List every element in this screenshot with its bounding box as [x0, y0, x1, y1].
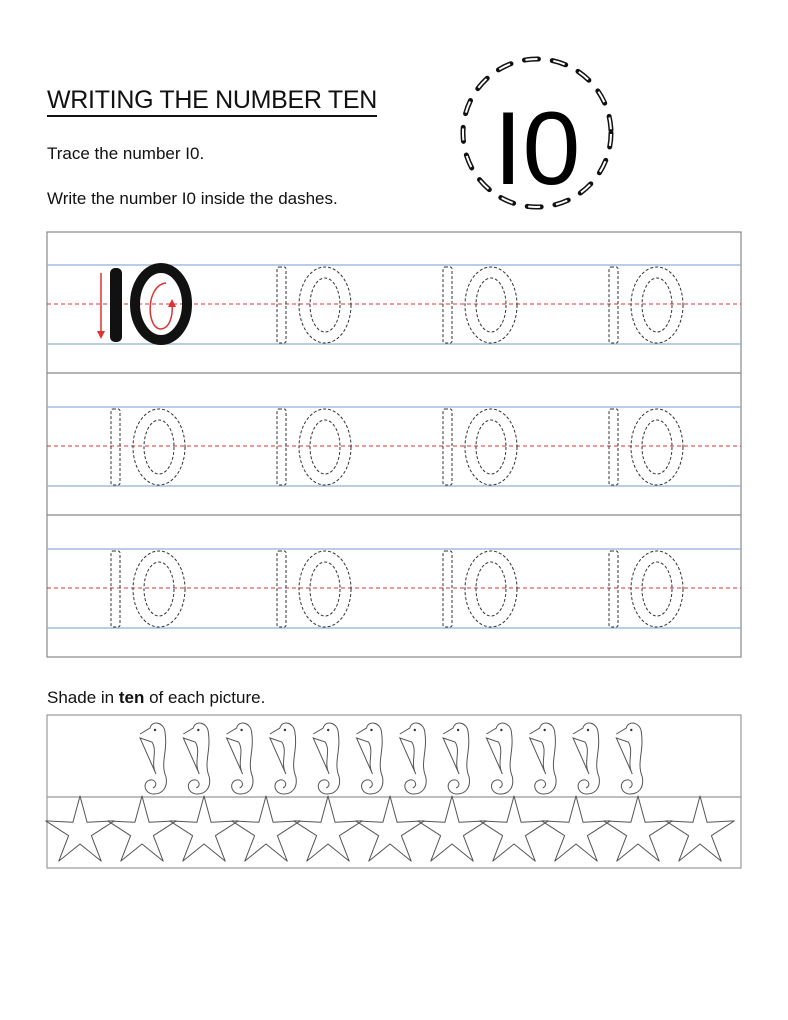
dashed-ten-glyph [443, 267, 517, 343]
tracing-box [47, 232, 741, 657]
seahorse-outline [183, 723, 209, 794]
seahorse-outline [400, 723, 426, 794]
page-title: WRITING THE NUMBER TEN [47, 86, 377, 117]
dashed-zero-inner [642, 420, 672, 474]
dashed-ten-glyph [443, 409, 517, 485]
dashed-ten-glyph [277, 551, 351, 627]
dashed-one [609, 551, 618, 627]
seahorse-outline [313, 723, 339, 794]
dashed-one [443, 551, 452, 627]
dashed-one [111, 409, 120, 485]
dashed-zero-inner [310, 278, 340, 332]
seahorse-eye [197, 729, 199, 731]
starfish-outline [356, 796, 424, 861]
starfish-outline [108, 796, 176, 861]
seahorse-outline [443, 723, 469, 794]
dashed-zero-inner [476, 278, 506, 332]
dashed-zero-inner [476, 420, 506, 474]
dashed-one [277, 551, 286, 627]
shade-bold: ten [118, 688, 145, 707]
dashed-zero-inner [476, 562, 506, 616]
tracing-row [47, 549, 741, 628]
dashed-one [111, 551, 120, 627]
seahorse-eye [370, 729, 372, 731]
starfish-outline [542, 796, 610, 861]
dashed-zero-inner [310, 562, 340, 616]
seahorse-eye [457, 729, 459, 731]
dashed-ten-glyph [111, 409, 185, 485]
seahorse-eye [284, 729, 286, 731]
trace-instruction: Trace the number I0. [47, 144, 205, 163]
seahorse-eye [630, 729, 632, 731]
shade-instruction [47, 688, 265, 708]
solid-ten-example [97, 268, 187, 342]
dashed-zero-inner [642, 562, 672, 616]
seahorse-eye [544, 729, 546, 731]
dashed-ten-glyph [609, 551, 683, 627]
seahorse-outline [486, 723, 512, 794]
dashed-one [609, 267, 618, 343]
dashed-one [609, 409, 618, 485]
dashed-zero-inner [642, 278, 672, 332]
dashed-zero-inner [310, 420, 340, 474]
dashed-ten-glyph [609, 267, 683, 343]
seahorse-outline [140, 723, 166, 794]
dashed-ten-glyph [277, 267, 351, 343]
dashed-one [443, 267, 452, 343]
badge-number: I0 [493, 91, 581, 207]
seahorse-outline [270, 723, 296, 794]
arrowhead-icon [97, 331, 105, 339]
dashed-one [277, 409, 286, 485]
dashed-one [277, 267, 286, 343]
seahorse-outline [616, 723, 642, 794]
write-instruction: Write the number I0 inside the dashes. [47, 189, 338, 208]
dashed-zero-inner [144, 420, 174, 474]
seahorse-outline [530, 723, 556, 794]
dashed-zero-inner [144, 562, 174, 616]
dashed-ten-glyph [443, 551, 517, 627]
dashed-ten-glyph [609, 409, 683, 485]
seahorse-eye [327, 729, 329, 731]
seahorse-outline [357, 723, 383, 794]
starfish-outline [294, 796, 362, 861]
starfish-outline [418, 796, 486, 861]
arrowhead-icon [168, 299, 176, 307]
tracing-rows [47, 265, 741, 628]
shade-suffix: of each picture. [144, 688, 266, 707]
starfish-outline [604, 796, 672, 861]
starfish-outline [232, 796, 300, 861]
starfish-outline [170, 796, 238, 861]
tracing-row [47, 407, 741, 515]
tracing-row [47, 265, 741, 373]
seahorse-eye [240, 729, 242, 731]
starfish-outline [46, 796, 114, 861]
starfish-outline [480, 796, 548, 861]
seahorse-eye [587, 729, 589, 731]
seahorse-outline [573, 723, 599, 794]
starfish-outline [666, 796, 734, 861]
solid-one [110, 268, 122, 342]
seahorse-eye [500, 729, 502, 731]
shading-pictures [46, 723, 734, 861]
dashed-ten-glyph [111, 551, 185, 627]
shade-prefix: Shade in [47, 688, 119, 707]
seahorse-eye [154, 729, 156, 731]
seahorse-outline [227, 723, 253, 794]
dashed-ten-glyph [277, 409, 351, 485]
number-badge [463, 59, 611, 207]
seahorse-eye [414, 729, 416, 731]
dashed-one [443, 409, 452, 485]
